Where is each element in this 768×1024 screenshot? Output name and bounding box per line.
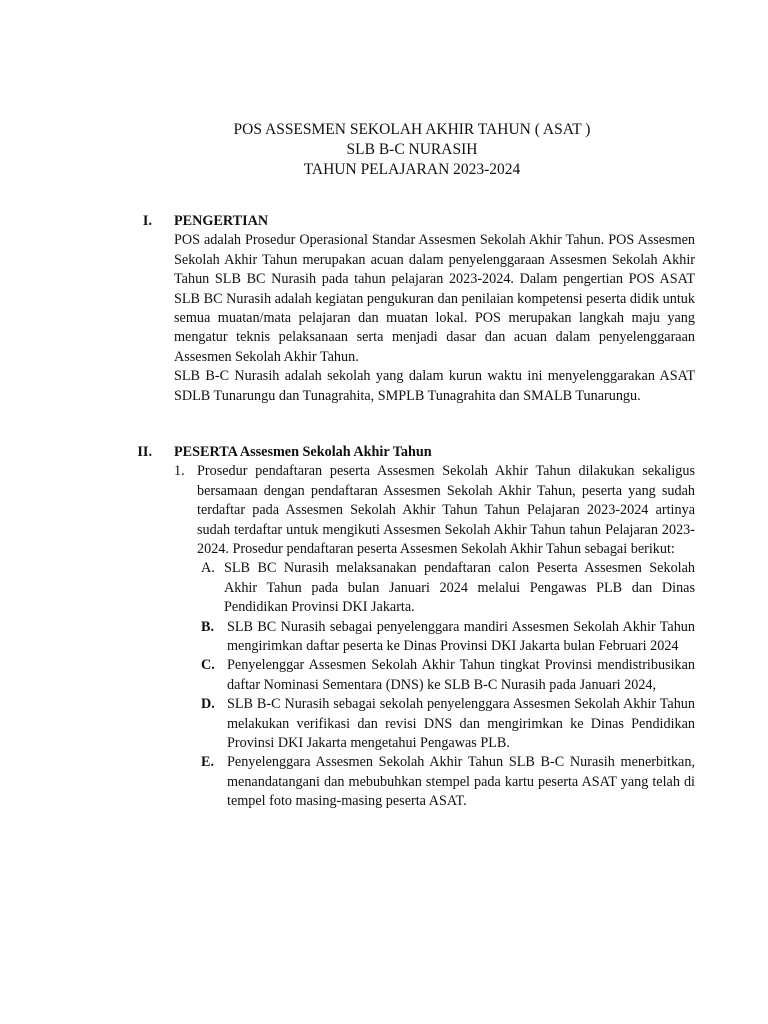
section-pengertian xyxy=(128,212,695,406)
section-heading xyxy=(128,212,695,231)
sub-item-letter: A. xyxy=(201,560,215,577)
sub-item-text: SLB B-C Nurasih sebagai sekolah penyelenggara Assesmen Sekolah Akhir Tahun melakukan verifikasi dan revisi DNS dan mengirimkan ke Dinas Pendidikan Provinsi DKI Jakarta mengetahui Pengawas PLB. xyxy=(227,696,695,752)
title-line-1: POS ASSESMEN SEKOLAH AKHIR TAHUN ( ASAT ) xyxy=(233,121,591,138)
sub-item-text: SLB BC Nurasih sebagai penyelenggara mandiri Assesmen Sekolah Akhir Tahun mengirimkan daftar peserta ke Dinas Provinsi DKI Jakarta bulan Februari 2024 xyxy=(227,618,695,655)
title-line-3: TAHUN PELAJARAN 2023-2024 xyxy=(303,160,521,178)
list-item xyxy=(174,462,695,811)
section-heading xyxy=(128,443,695,462)
paragraph: SLB B-C Nurasih adalah sekolah yang dalam kurun waktu ini menyelenggarakan ASAT SDLB Tunarungu dan Tunagrahita, SMPLB Tunagrahita dan SMALB Tunarungu. xyxy=(174,368,695,404)
sub-item-d xyxy=(201,695,695,753)
paragraph: POS adalah Prosedur Operasional Standar Assesmen Sekolah Akhir Tahun. POS Assesmen Sekolah Akhir Tahun merupakan acuan dalam penyelenggaraan Assesmen Sekolah Akhir Tahun SLB BC Nurasih pada tahun pelajaran 2023-2024. Dalam pengertian POS ASAT SLB BC Nurasih adalah kegiatan pengukuran dan penilaian kompetensi peserta didik untuk semua muatan/mata pelajaran dan muatan lokal. POS merupakan langkah maju yang mengatur teknis pelaksanaan serta menjadi dasar dan acuan dalam penyelenggaraan Assesmen Sekolah Akhir Tahun. xyxy=(174,232,695,365)
document-title xyxy=(0,120,768,179)
section-title: PENGERTIAN xyxy=(174,213,269,229)
section-number: II. xyxy=(137,444,152,460)
sub-item-e xyxy=(201,753,695,811)
section-number: I. xyxy=(142,213,152,229)
sub-item-c xyxy=(201,656,695,695)
sub-item-text: Penyelenggar Assesmen Sekolah Akhir Tahun tingkat Provinsi mendistribusikan daftar Nominasi Sementara (DNS) ke SLB B-C Nurasih pada Januari 2024, xyxy=(227,657,695,693)
section-title xyxy=(174,443,432,462)
sub-item-letter: D. xyxy=(201,696,215,713)
section-title-bold: PESERTA xyxy=(174,444,238,460)
item-number: 1. xyxy=(174,463,185,480)
sub-item-a xyxy=(201,559,695,617)
title-line-2: SLB B-C NURASIH xyxy=(346,140,478,158)
item-text: Prosedur pendaftaran peserta Assesmen Sekolah Akhir Tahun dilakukan sekaligus bersamaan dengan pendaftaran Assesmen Sekolah Akhir Tahun, peserta yang sudah terdaftar pada Assesmen Sekolah Akhir Tahun Tahun Pelajaran 2023-2024 artinya sudah terdaftar untuk mengikuti Assesmen Sekolah Akhir Tahun tahun Pelajaran 2023-2024. Prosedur pendaftaran peserta Assesmen Sekolah Akhir Tahun sebagai berikut: xyxy=(197,463,695,558)
sub-item-letter: E. xyxy=(201,754,215,771)
sub-item-letter: C. xyxy=(201,657,215,674)
section-peserta xyxy=(128,443,695,812)
sub-item-letter: B. xyxy=(201,618,215,635)
sub-item-b xyxy=(201,618,695,657)
sub-item-text: SLB BC Nurasih melaksanakan pendaftaran calon Peserta Assesmen Sekolah Akhir Tahun pada bulan Januari 2024 melalui Pengawas PLB dan Dinas Pendidikan Provinsi DKI Jakarta. xyxy=(224,560,695,616)
sub-item-text: Penyelenggara Assesmen Sekolah Akhir Tahun SLB B-C Nurasih menerbitkan, menandatangani dan mebubuhkan stempel pada kartu peserta ASAT yang telah di tempel foto masing-masing peserta ASAT. xyxy=(227,754,695,810)
section-title-rest: Assesmen Sekolah Akhir Tahun xyxy=(237,444,432,460)
